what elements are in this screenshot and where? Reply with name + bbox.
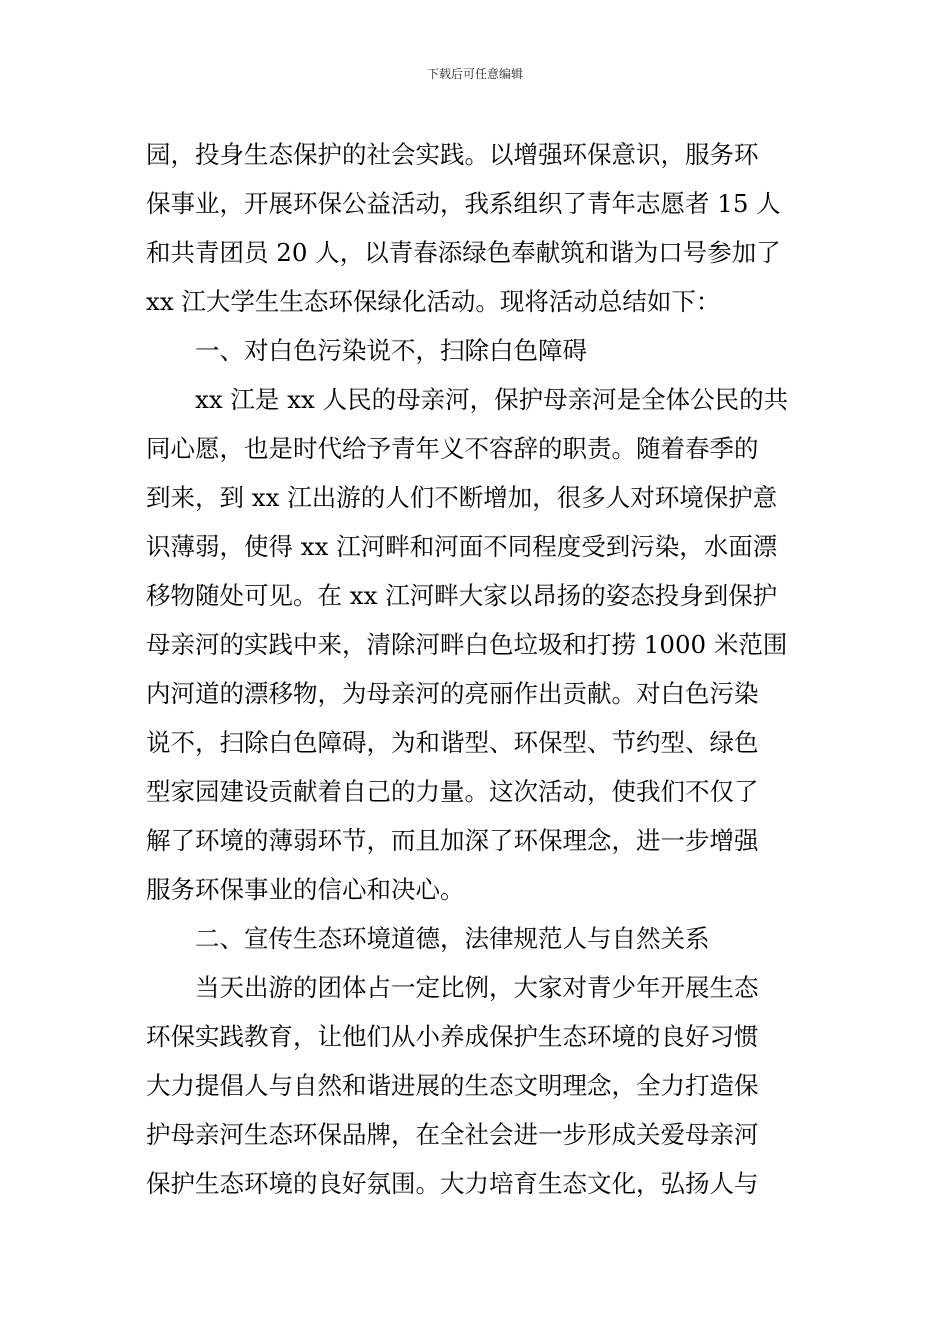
text-line: 移物随处可见。在 xx 江河畔大家以昂扬的姿态投身到保护 (146, 581, 778, 610)
text-line: 母亲河的实践中来，清除河畔白色垃圾和打捞 1000 米范围 (146, 630, 788, 659)
text-line: 解了环境的薄弱环节，而且加深了环保理念，进一步增强 (146, 826, 759, 855)
text-line: 同心愿，也是时代给予青年义不容辞的职责。随着春季的 (146, 434, 759, 463)
paragraph-first-line: 当天出游的团体占一定比例，大家对青少年开展生态 (195, 973, 759, 1002)
section-heading: 一、对白色污染说不，扫除白色障碍 (195, 336, 587, 365)
text-line: 大力提倡人与自然和谐进展的生态文明理念，全力打造保 (146, 1071, 759, 1100)
text-line: 护母亲河生态环保品牌，在全社会进一步形成关爱母亲河 (146, 1120, 759, 1149)
text-line: 环保实践教育，让他们从小养成保护生态环境的良好习惯 (146, 1022, 759, 1051)
text-line: 园，投身生态保护的社会实践。以增强环保意识，服务环 (146, 140, 759, 169)
text-line: 内河道的漂移物，为母亲河的亮丽作出贡献。对白色污染 (146, 679, 759, 708)
text-line: 服务环保事业的信心和决心。 (146, 875, 465, 904)
text-line: 识薄弱，使得 xx 江河畔和河面不同程度受到污染，水面漂 (146, 532, 778, 561)
text-line: 和共青团员 20 人，以青春添绿色奉献筑和谐为口号参加了 (146, 238, 781, 267)
text-line: 说不，扫除白色障碍，为和谐型、环保型、节约型、绿色 (146, 728, 759, 757)
text-line: 保事业，开展环保公益活动，我系组织了青年志愿者 15 人 (146, 189, 781, 218)
section-heading: 二、宣传生态环境道德，法律规范人与自然关系 (195, 924, 710, 953)
text-line: 保护生态环境的良好氛围。大力培育生态文化，弘扬人与 (146, 1169, 759, 1198)
paragraph-first-line: xx 江是 xx 人民的母亲河，保护母亲河是全体公民的共 (195, 385, 789, 414)
document-body (146, 130, 810, 1208)
text-line: xx 江大学生生态环保绿化活动。现将活动总结如下： (146, 287, 721, 316)
text-line: 型家园建设贡献着自己的力量。这次活动，使我们不仅了 (146, 777, 759, 806)
text-line: 到来，到 xx 江出游的人们不断增加，很多人对环境保护意 (146, 483, 778, 512)
page-header: 下载后可任意编辑 (426, 67, 523, 81)
